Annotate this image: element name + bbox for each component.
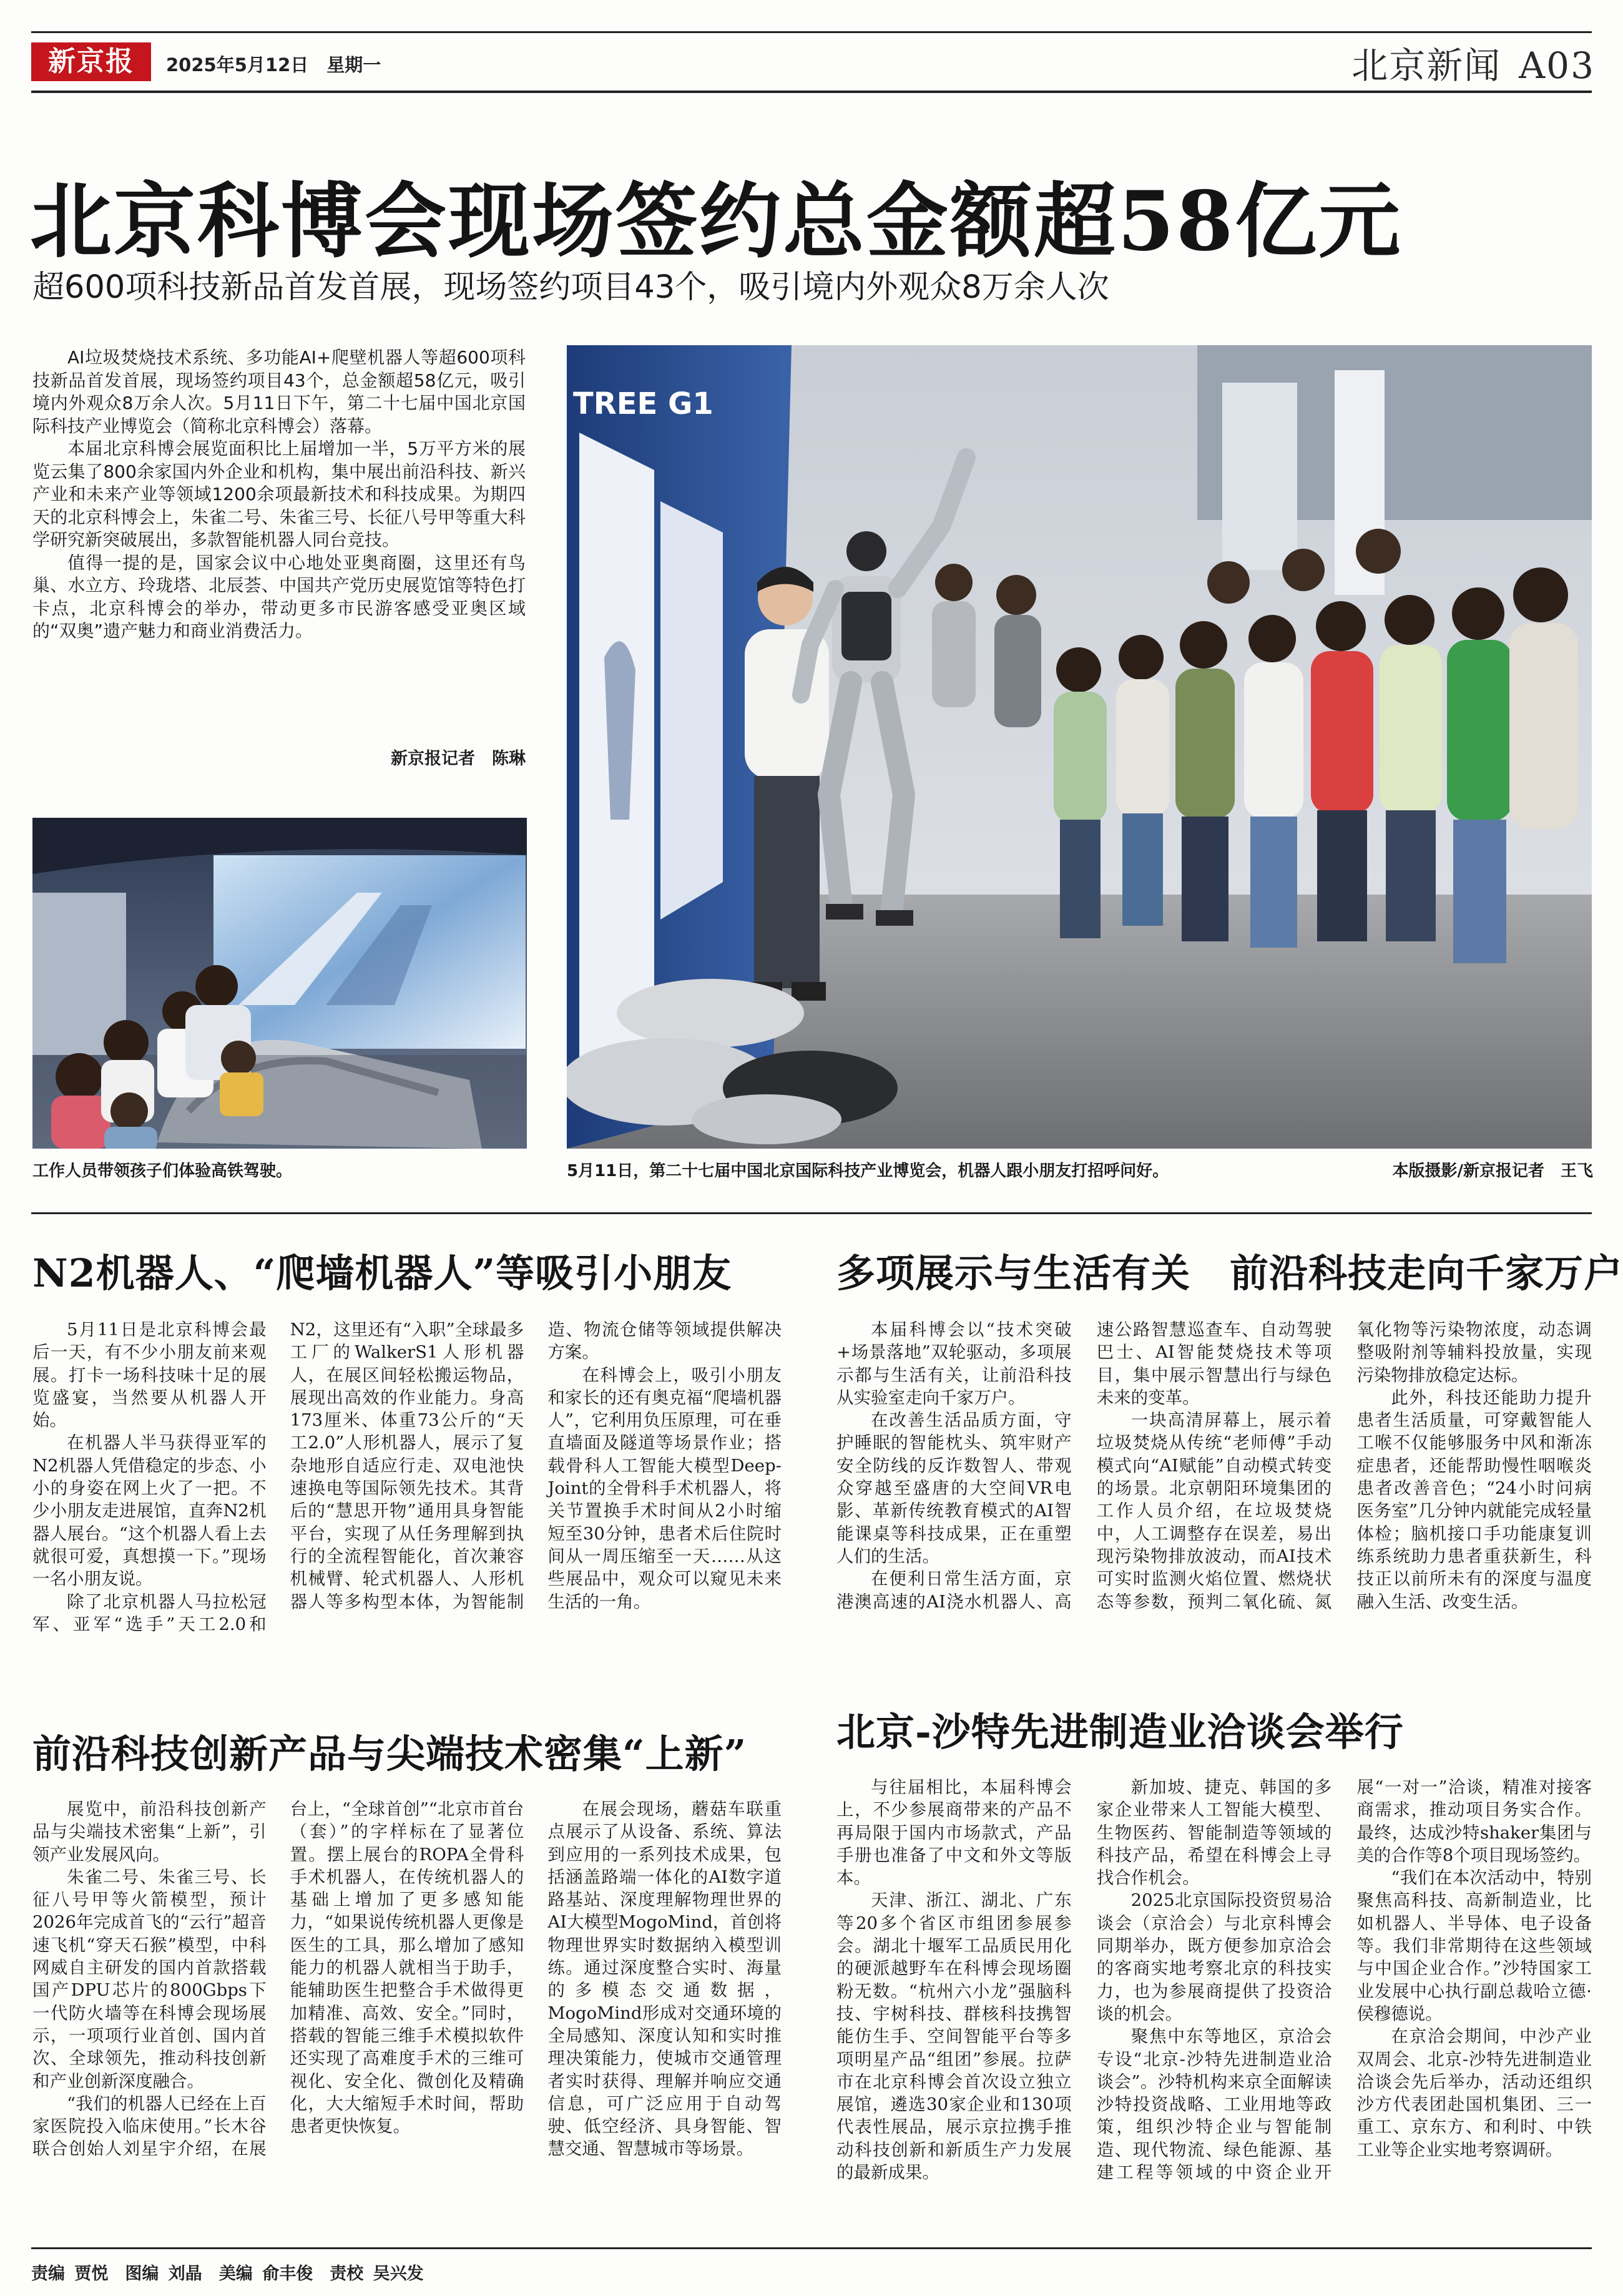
photo-credit: 本版摄影/新京报记者 王飞 <box>1392 1162 1593 1180</box>
article4-body <box>836 1776 1592 2235</box>
booth-sign: TREE G1 <box>573 386 713 421</box>
lead-paragraph: AI垃圾焚烧技术系统、多功能AI+爬壁机器人等超600项科技新品首发首展，现场签约项目43个，总金额超58亿元，吸引境内外观众8万余人次。5月11日下午，第二十七届中国北京国际科技产业博览会（简称北京科博会）落幕。 <box>32 347 526 436</box>
editor-credits: 责编 贾悦 图编 刘晶 美编 俞丰俊 责校 吴兴发 <box>31 2264 424 2284</box>
article-paragraph: “我们的机器人已经在上百家医院投入临床使用。”长木谷联合创始人刘星宇介绍，在展台上，“全球首创”“北京市首台（套）”的字样标在了显著位置。摆上展台的ROPA全骨科手术机器人，在传统机器人的基础上增加了更多感知能力，“如果说传统机器人更像是医生的工具，那么增加了感知能力的机器人就相当于助手，能辅助医生把整合手术做得更加精准、高效、安全。”同时，搭载的智能三维手术模拟软件还实现了高难度手术的三维可视化、安全化、微创化及精确化，大大缩短手术时间，帮助患者更快恢复。 <box>32 1799 524 2159</box>
issue-date: 2025年5月12日 星期一 <box>166 54 381 76</box>
lead-paragraph: 值得一提的是，国家会议中心地处亚奥商圈，这里还有鸟巢、水立方、玲珑塔、北辰荟、中国共产党历史展览馆等特色打卡点，北京科博会的举办，带动更多市民游客感受亚奥区域的“双奥”遗产魅力和商业消费活力。 <box>32 552 526 641</box>
lead-paragraph: 本届北京科博会展览面积比上届增加一半，5万平方米的展览云集了800余家国内外企业和机构，集中展出前沿科技、新兴产业和未来产业等领域1200余项最新技术和科技成果。为期四天的北京科博会上，朱雀二号、朱雀三号、长征八号甲等重大科学研究新突破展出，多款智能机器人同台竞技。 <box>32 438 526 550</box>
article-paragraph: 聚焦中东等地区，京洽会专设“北京-沙特先进制造业洽谈会”。沙特机构来京全面解读沙特投资战略、工业用地等政策，组织沙特企业与智能制造、现代物流、绿色能源、基建工程等领域的中资企业开展“一对一”洽谈，精准对接客商需求，推动项目务实合作。最终，达成沙特shaker集团与美的合作等8个项目现场签约。 <box>1096 1777 1592 2183</box>
subheadline: 超600项科技新品首发首展，现场签约项目43个，吸引境内外观众8万余人次 <box>32 269 1109 306</box>
robot-greeting-illustration <box>567 345 1592 1149</box>
article3-title: 前沿科技创新产品与尖端技术密集“上新” <box>32 1731 747 1777</box>
article-paragraph: 在便利日常生活方面，京港澳高速的AI浇水机器人、高速公路智慧巡查车、自动驾驶巴士、AI智能焚烧技术等项目，集中展示智慧出行与绿色未来的变革。 <box>836 1320 1332 1612</box>
article-paragraph: 一块高清屏幕上，展示着垃圾焚烧从传统“老师傅”手动模式向“AI赋能”自动模式转变的场景。北京朝阳环境集团的工作人员介绍，在垃圾焚烧中，人工调整存在误差，易出现污染物排放波动，而AI技术可实时监测火焰位置、燃烧状态等参数，预判二氧化硫、氮氧化物等污染物浓度，动态调整吸附剂等辅料投放量，实现污染物排放稳定达标。 <box>1096 1320 1592 1612</box>
article-paragraph: 此外，科技还能助力提升患者生活质量，可穿戴智能人工喉不仅能够服务中风和渐冻症患者，还能帮助慢性咽喉炎患者改善音色；“24小时问病医务室”几分钟内就能完成轻量体检；脑机接口手功能康复训练系统助力患者重获新生，科技正以前所未有的深度与温度融入生活、改变生活。 <box>1356 1387 1592 1612</box>
photo-robot-greeting <box>567 345 1592 1149</box>
main-headline: 北京科博会现场签约总金额超58亿元 <box>30 173 1403 269</box>
article1-body <box>32 1318 782 1680</box>
page-number: A03 <box>1519 44 1595 87</box>
article-paragraph: 5月11日是北京科博会最后一天，有不少小朋友前来观展。打卡一场科技味十足的展览盛宴，当然要从机器人开始。 <box>32 1320 267 1431</box>
article3-body <box>32 1798 782 2235</box>
article2-body <box>836 1318 1592 1680</box>
train-simulator-illustration <box>32 818 527 1149</box>
lead-story <box>32 346 526 774</box>
article1-title: N2机器人、“爬墙机器人”等吸引小朋友 <box>32 1250 732 1296</box>
article4-title: 北京-沙特先进制造业洽谈会举行 <box>836 1709 1404 1755</box>
top-rule <box>31 31 1592 33</box>
article-paragraph: 新加坡、捷克、韩国的多家企业带来人工智能大模型、生物医药、智能制造等领域的科技产品，希望在科博会上寻找合作机会。 <box>1096 1777 1332 1888</box>
article-paragraph: 朱雀二号、朱雀三号、长征八号甲等火箭模型，预计2026年完成首飞的“云行”超音速飞机“穿天石猴”模型，中科网威自主研发的国内首款搭载国产DPU芯片的800Gbps下一代防火墙等在科博会现场展示，一项项行业首创、国内首次、全球领先，推动科技创新和产业创新深度融合。 <box>32 1867 267 2091</box>
section-rule <box>31 1212 1592 1214</box>
article-paragraph: 在机器人半马获得亚军的N2机器人凭借稳定的步态、小小的身姿在网上火了一把。不少小朋友走进展馆，直奔N2机器人展台。“这个机器人看上去就很可爱，真想摸一下。”现场一名小朋友说。 <box>32 1433 267 1589</box>
article-paragraph: “我们在本次活动中，特别聚焦高科技、高新制造业，比如机器人、半导体、电子设备等。我们非常期待在这些领域与中国企业合作。”沙特国家工业发展中心执行副总裁哈立德·侯穆德说。 <box>1356 1868 1592 2024</box>
main-photo-caption: 5月11日，第二十七届中国北京国际科技产业博览会，机器人跟小朋友打招呼问好。 <box>567 1162 1169 1180</box>
section-name: 北京新闻 <box>1351 44 1502 87</box>
lead-byline: 新京报记者 陈琳 <box>391 749 526 768</box>
photo-train-simulator <box>32 818 527 1149</box>
newspaper-logo: 新京报 <box>31 42 151 81</box>
article-paragraph: 2025北京国际投资贸易洽谈会（京洽会）与北京科博会同期举办，既方便参加京洽会的客商实地考察北京的科技实力，也为参展商提供了投资洽谈的机会。 <box>1096 1890 1332 2024</box>
section-title <box>1351 36 1595 89</box>
article-paragraph: 在展会现场，蘑菇车联重点展示了从设备、系统、算法到应用的一系列技术成果，包括涵盖路端一体化的AI数字道路基站、深度理解物理世界的AI大模型MogoMind，首创将物理世界实时数据纳入模型训练。通过深度整合实时、海量的多模态交通数据，MogoMind形成对交通环境的全局感知、深度认知和实时推理决策能力，使城市交通管理者实时获得、理解并响应交通信息，可广泛应用于自动驾驶、低空经济、具身智能、智慧交通、智慧城市等场景。 <box>547 1799 782 2159</box>
article-paragraph: 在京洽会期间，中沙产业双周会、北京-沙特先进制造业洽谈会先后举办，活动还组织沙方代表团赴国机集团、三一重工、京东方、和利时、中铁工业等企业实地考察调研。 <box>1356 2026 1592 2160</box>
article-paragraph: 与往届相比，本届科博会上，不少参展商带来的产品不再局限于国内市场款式，产品手册也准备了中文和外文等版本。 <box>836 1777 1072 1888</box>
article-paragraph: 本届科博会以“技术突破+场景落地”双轮驱动，多项展示都与生活有关，让前沿科技从实验室走向千家万户。 <box>836 1320 1072 1408</box>
article-paragraph: 在改善生活品质方面，守护睡眠的智能枕头、筑牢财产安全防线的反诈数智人、带观众穿越至盛唐的大空间VR电影、革新传统教育模式的AI智能课桌等科技成果，正在重塑人们的生活。 <box>836 1410 1072 1566</box>
article2-title: 多项展示与生活有关 前沿科技走向千家万户 <box>836 1250 1623 1296</box>
article-paragraph: 天津、浙江、湖北、广东等20多个省区市组团参展参会。湖北十堰军工品质民用化的硬派越野车在科博会现场圈粉无数。“杭州六小龙”强脑科技、宇树科技、群核科技携智能仿生手、空间智能平台等多项明星产品“组团”参展。拉萨市在北京科博会首次设立独立展馆，遴选30家企业和130项代表性展品，展示京拉携手推动科技创新和新质生产力发展的最新成果。 <box>836 1890 1072 2183</box>
small-photo-caption: 工作人员带领孩子们体验高铁驾驶。 <box>32 1162 293 1180</box>
footer-rule <box>31 2247 1592 2249</box>
article-paragraph: 展览中，前沿科技创新产品与尖端技术密集“上新”，引领产业发展风向。 <box>32 1799 267 1865</box>
masthead-rule <box>31 91 1592 93</box>
article-paragraph: 在科博会上，吸引小朋友和家长的还有奥克福“爬墙机器人”，它利用负压原理，可在垂直墙面及隧道等场景作业；搭载骨科人工智能大模型Deep-Joint的全骨科手术机器人，将关节置换手术时间从2小时缩短至30分钟，患者术后住院时间从一周压缩至一天……从这些展品中，观众可以窥见未来生活的一角。 <box>547 1365 782 1612</box>
article-paragraph: 除了北京机器人马拉松冠军、亚军“选手”天工2.0和N2，这里还有“入职”全球最多工厂的WalkerS1人形机器人，在展区间轻松搬运物品，展现出高效的作业能力。身高173厘米、体重73公斤的“天工2.0”人形机器人，展示了复杂地形自适应行走、双电池快速换电等国际领先技术。其背后的“慧思开物”通用具身智能平台，实现了从任务理解到执行的全流程智能化，首次兼容机械臂、轮式机器人、人形机器人等多构型本体，为智能制造、物流仓储等领域提供解决方案。 <box>32 1320 782 1634</box>
